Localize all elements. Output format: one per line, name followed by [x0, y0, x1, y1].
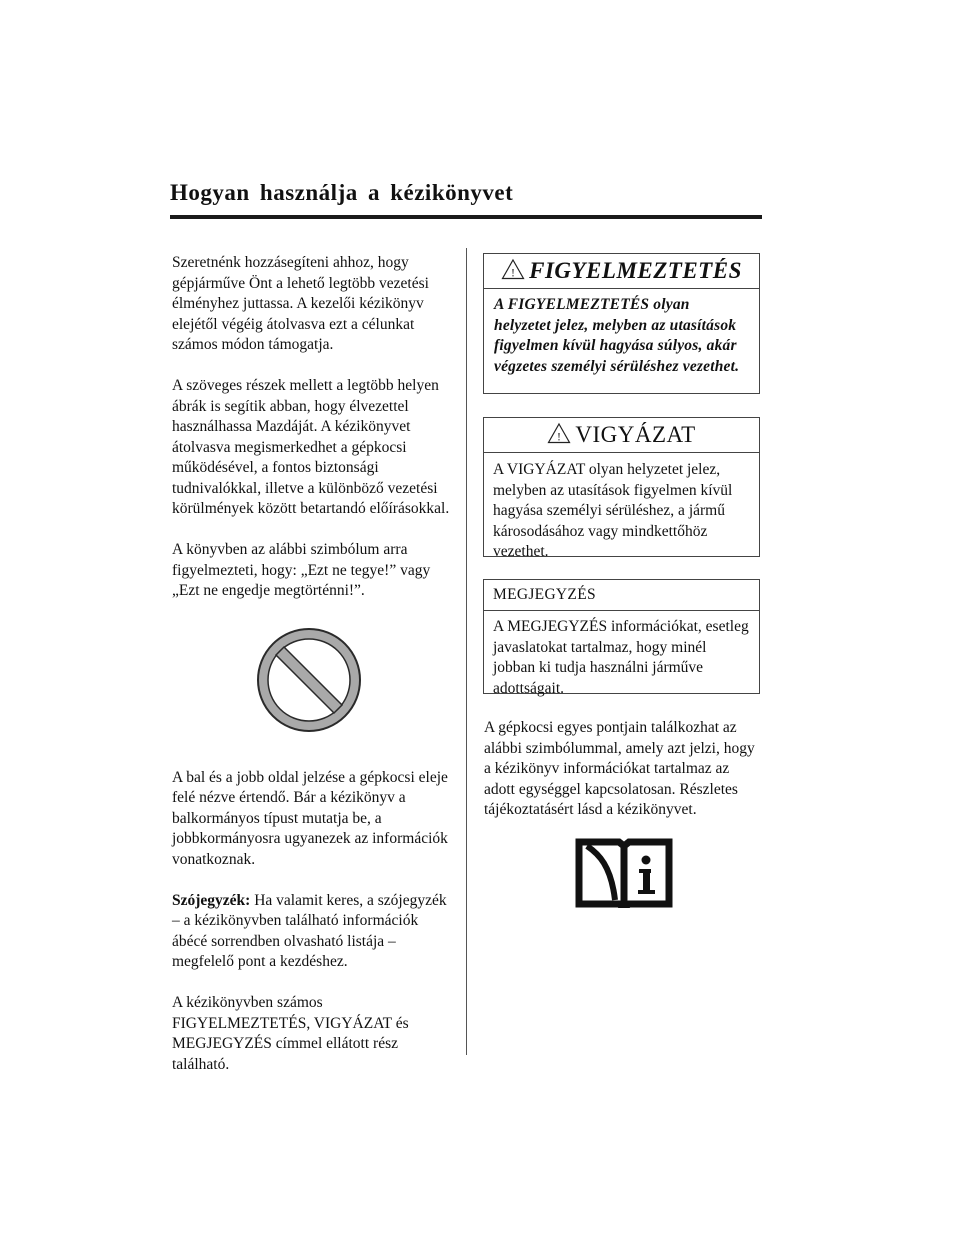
glossary-text: Ha valamit keres, a szójegyzék – a kézikönyvben található információk ábécé sorrendben olvasható listája – megfelelő pont a kezdéshez.	[172, 891, 447, 970]
note-box	[483, 579, 760, 697]
warning-body: A FIGYELMEZTETÉS olyan helyzetet jelez, melyben az utasítások figyelmen kívül hagyása súlyos, akár végzetes személyi sérüléshez vezethet.	[494, 296, 740, 375]
title-rule	[170, 215, 762, 219]
symbol-paragraph: A könyvben az alábbi szimbólum arra figyelmezteti, hogy: „Ezt ne tegye!” vagy „Ezt ne engedje megtörténni!”.	[172, 541, 431, 599]
caution-box	[483, 417, 760, 560]
left-column	[172, 253, 452, 1096]
caution-body: A VIGYÁZAT olyan helyzetet jelez, melyben az utasítások figyelmen kívül hagyása személyi sérüléshez, a jármű károsodásához vagy mindkettőhöz vezethet.	[493, 461, 733, 560]
page-title: Hogyan használja a kézikönyvet	[170, 180, 514, 205]
left-right-paragraph: A bal és a jobb oldal jelzése a gépkocsi eleje felé nézve értendő. Bár a kézikönyv a balkormányos típust mutatja be, a jobbkormányosra ugyanezek az információk vonatkoznak.	[172, 768, 448, 868]
glossary-paragraph	[172, 891, 452, 973]
intro-paragraph: Szeretnénk hozzásegíteni ahhoz, hogy gépjárműve Önt a lehető legtöbb vezetési élményhez juttassa. A kezelői kézikönyv elejétől végéig átolvasva ezt a célunkat számos módon támogatja.	[172, 254, 429, 353]
warning-heading: FIGYELMEZTETÉS	[529, 258, 742, 283]
warning-header	[484, 254, 759, 289]
manual-info-icon	[575, 836, 673, 913]
svg-text:!: !	[511, 265, 516, 279]
sections-paragraph: A kézikönyvben számos FIGYELMEZTETÉS, VIGYÁZAT és MEGJEGYZÉS címmel ellátott rész található.	[172, 994, 409, 1073]
glossary-label: Szójegyzék:	[172, 891, 251, 909]
illustrations-paragraph: A szöveges részek mellett a legtöbb helyen ábrák is segítik abban, hogy élvezettel használhassa Mazdáját. A kézikönyvet átolvasva megismerkedhet a gépkocsi működésével, a fontos biztonsági tudnivalókkal, illetve a különböző vezetési körülmények között betartandó előírásokkal.	[172, 377, 450, 517]
caution-heading: VIGYÁZAT	[575, 422, 696, 447]
caution-header	[484, 418, 759, 453]
prohibition-symbol	[172, 626, 452, 736]
note-heading: MEGJEGYZÉS	[484, 580, 759, 611]
warning-triangle-icon	[501, 258, 525, 285]
column-divider	[466, 248, 467, 1055]
prohibition-icon	[255, 626, 363, 734]
warning-box	[483, 253, 760, 394]
manual-symbol-paragraph: A gépkocsi egyes pontjain találkozhat az alábbi szimbólummal, amely azt jelzi, hogy a kézikönyv információkat tartalmaz az adott egységgel kapcsolatosan. Részletes tájékoztatásért lásd a kézikönyvet.	[484, 719, 755, 818]
caution-triangle-icon	[547, 422, 571, 449]
svg-text:!: !	[557, 429, 562, 443]
note-body: A MEGJEGYZÉS információkat, esetleg javaslatokat tartalmaz, hogy minél jobban ki tudja használni járműve adottságait.	[493, 618, 749, 697]
